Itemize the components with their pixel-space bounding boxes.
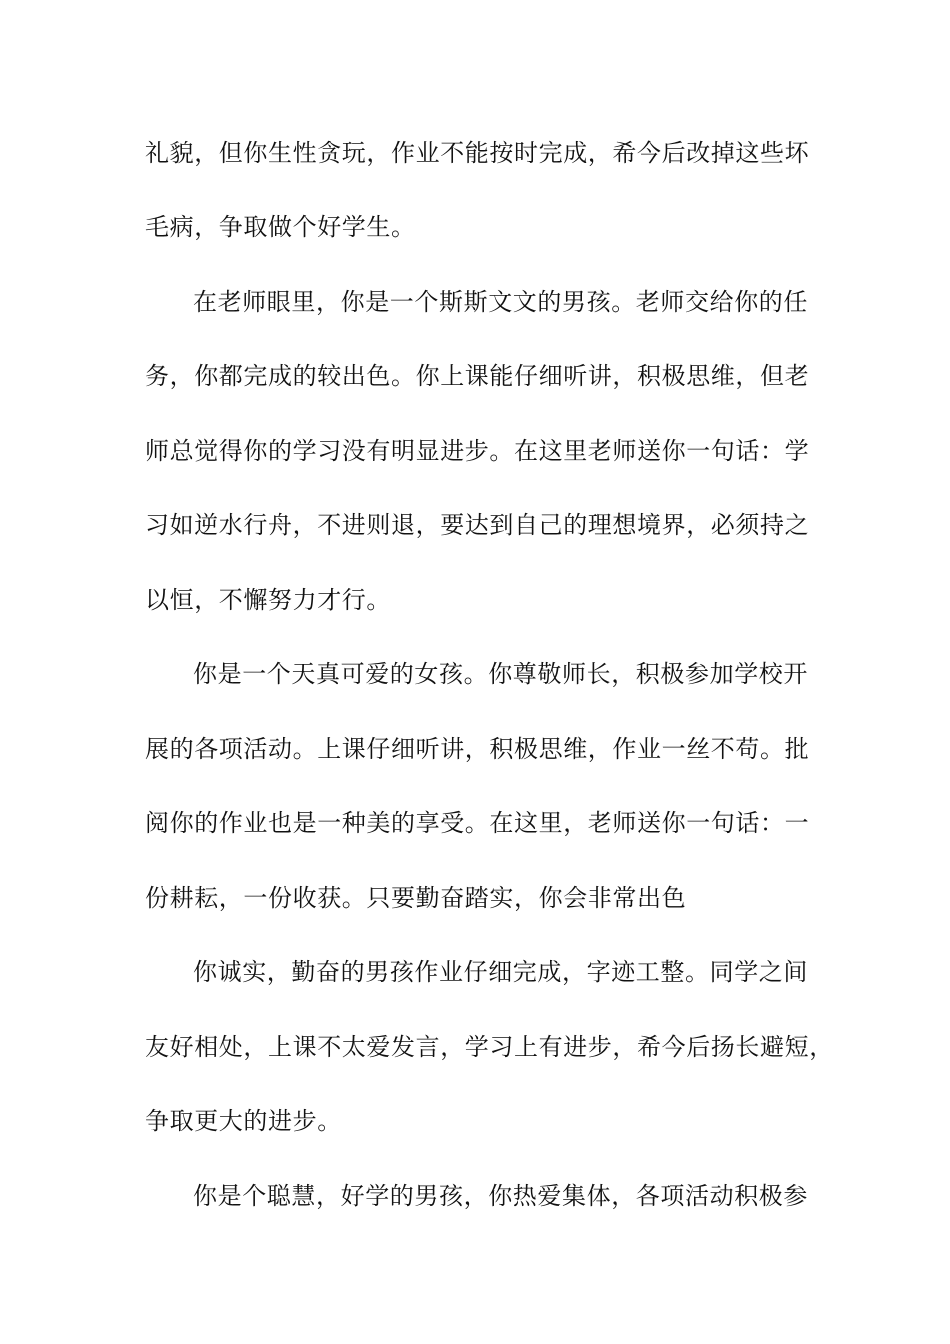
text-line: 以恒，不懈努力才行。 — [145, 586, 391, 614]
text-line: 展的各项活动。上课仔细听讲，积极思维，作业一丝不苟。批 — [145, 735, 810, 763]
text-line: 毛病，争取做个好学生。 — [145, 213, 416, 241]
text-line: 习如逆水行舟，不进则退，要达到自己的理想境界，必须持之 — [145, 511, 810, 539]
text-line: 务，你都完成的较出色。你上课能仔细听讲，积极思维，但老 — [145, 362, 810, 390]
paragraph-first-line: 你诚实，勤奋的男孩作业仔细完成，字迹工整。同学之间 — [193, 958, 808, 986]
text-line: 份耕耘，一份收获。只要勤奋踏实，你会非常出色 — [145, 884, 687, 912]
text-line: 争取更大的进步。 — [145, 1107, 342, 1135]
paragraph-first-line: 在老师眼里，你是一个斯斯文文的男孩。老师交给你的任 — [193, 288, 808, 316]
text-line: 礼貌，但你生性贪玩，作业不能按时完成，希今后改掉这些坏 — [145, 139, 810, 167]
text-line: 阅你的作业也是一种美的享受。在这里，老师送你一句话：一 — [145, 809, 810, 837]
text-line: 师总觉得你的学习没有明显进步。在这里老师送你一句话：学 — [145, 437, 810, 465]
text-line: 友好相处，上课不太爱发言，学习上有进步，希今后扬长避短， — [145, 1033, 834, 1061]
paragraph-first-line: 你是个聪慧，好学的男孩，你热爱集体，各项活动积极参 — [193, 1182, 808, 1210]
paragraph-first-line: 你是一个天真可爱的女孩。你尊敬师长，积极参加学校开 — [193, 660, 808, 688]
